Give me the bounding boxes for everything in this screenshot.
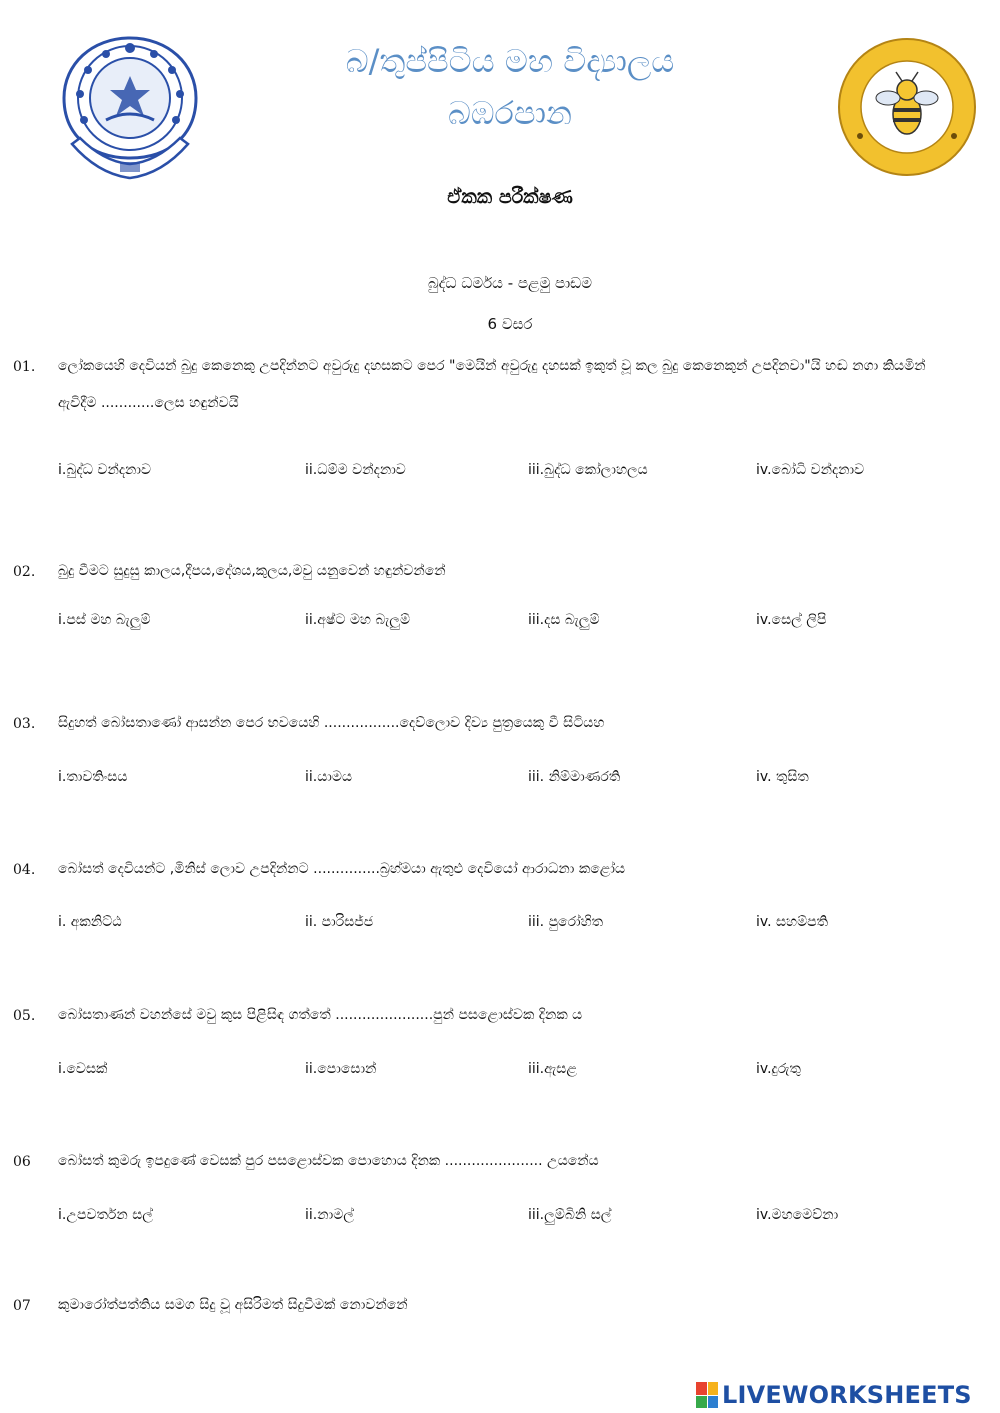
question-number: 07 — [13, 1298, 31, 1314]
option-iv[interactable]: iv.මහමෙව්නා — [756, 1207, 839, 1223]
option-i[interactable]: i.තාවතිංසය — [58, 769, 128, 785]
option-i[interactable]: i.වෙසක් — [58, 1061, 108, 1077]
exam-type-heading: ඒකක පරීක්ෂණ — [447, 186, 573, 208]
watermark-text: LIVEWORKSHEETS — [722, 1381, 972, 1409]
option-iii[interactable]: iii.ලුම්බිනි සල් — [528, 1207, 612, 1223]
question-text: බුදු වීමට සුදුසු කාලය,දීපය,දේශය,කුලය,මවු යනුවෙන් හඳුන්වන්නේ — [58, 563, 446, 579]
question-number: 06 — [13, 1154, 31, 1170]
option-ii[interactable]: ii.යාමය — [305, 769, 353, 785]
options-5 — [0, 1061, 1000, 1085]
option-iv[interactable]: iv.දුරුතු — [756, 1061, 801, 1077]
question-text: බෝසත් දෙවියන්ට ,මිනිස් ලොව උපදින්නට ...............බ්‍රහ්මයා ඇතුළු දෙවියෝ ආරාධනා කළෝය — [58, 861, 626, 877]
options-6 — [0, 1207, 1000, 1231]
option-iii[interactable]: iii. පුරෝහිත — [528, 914, 604, 930]
option-ii[interactable]: ii.පොසොන් — [305, 1061, 377, 1077]
option-iv[interactable]: iv.බෝධි වන්දනාව — [756, 462, 865, 478]
option-iii[interactable]: iii. නිම්මාණරති — [528, 769, 621, 785]
liveworksheets-logo-icon — [696, 1382, 718, 1408]
school-crest-icon — [58, 34, 202, 182]
question-number: 03. — [13, 716, 36, 732]
subject-title: බුද්ධ ධර්මය - පළමු පාඩම — [427, 274, 593, 292]
option-i[interactable]: i. අකනිට්ඨ — [58, 914, 122, 930]
options-4 — [0, 914, 1000, 938]
option-ii[interactable]: ii.අෂ්ට මහ බැලුම් — [305, 612, 411, 628]
options-3 — [0, 769, 1000, 793]
question-number: 02. — [13, 564, 36, 580]
question-text: කුමාරෝත්පත්තිය සමග සිදු වූ අසිරිමත් සිදුවීමක් නොවන්නේ — [58, 1297, 408, 1313]
option-i[interactable]: i.උපවර්තන සල් — [58, 1207, 153, 1223]
option-ii[interactable]: ii.ධම්ම වන්දනාව — [305, 462, 406, 478]
question-number: 04. — [13, 862, 36, 878]
question-text: ලෝකයෙහි දෙවියන් බුදු කෙනෙකු උපදින්නට අවුරුදු දහසකට පෙර "මෙයින් අවුරුදු දහසක් ඉකුත් වූ කල බුදු කෙනෙකුන් උපදිනවා"යි හඬ නගා කියමින් ඇවිදීම ............ලෙස හඳුන්වයි — [58, 358, 926, 411]
question-number: 01. — [13, 359, 36, 375]
option-iv[interactable]: iv.සෙල් ලිපි — [756, 612, 827, 628]
options-1 — [0, 462, 1000, 486]
question-text: බෝසත් කුමරු ඉපදුණේ වෙසක් පුර පසළොස්වක පොහොය දිනක ...................... උයනේය — [58, 1153, 599, 1169]
option-ii[interactable]: ii.නාමල් — [305, 1207, 354, 1223]
option-iii[interactable]: iii.දස බැලුම් — [528, 612, 600, 628]
bee-emblem-icon — [836, 36, 978, 178]
option-iv[interactable]: iv. තුසිත — [756, 769, 809, 785]
school-place: බඹරපාන — [447, 94, 573, 132]
option-iii[interactable]: iii.බුද්ධ කෝලාහලය — [528, 462, 648, 478]
school-name: බ/තුප්පිටිය මහ විද්‍යාලය — [345, 42, 675, 80]
option-ii[interactable]: ii. පාරිසජ්ජ — [305, 914, 374, 930]
option-i[interactable]: i.බුද්ධ වන්දනාව — [58, 462, 152, 478]
grade-label: 6 වසර — [487, 315, 533, 333]
question-text: බෝසතාණන් වහන්සේ මවු කුස පිළිසිඳ ගත්තේ ......................පුන් පසළොස්වක දිනක ය — [58, 1007, 583, 1023]
question-number: 05. — [13, 1008, 36, 1024]
options-2 — [0, 612, 1000, 636]
question-text: සිදුහත් බෝසතාණෝ ආසන්න පෙර භවයෙහි .................දෙව්ලොව දිව්‍ය පුත්‍රයෙකු වී සිටියහ — [58, 715, 605, 731]
liveworksheets-watermark[interactable] — [696, 1378, 996, 1412]
option-i[interactable]: i.පස් මහ බැලුම් — [58, 612, 151, 628]
option-iii[interactable]: iii.ඇසළ — [528, 1061, 578, 1077]
option-iv[interactable]: iv. සහම්පති — [756, 914, 828, 930]
